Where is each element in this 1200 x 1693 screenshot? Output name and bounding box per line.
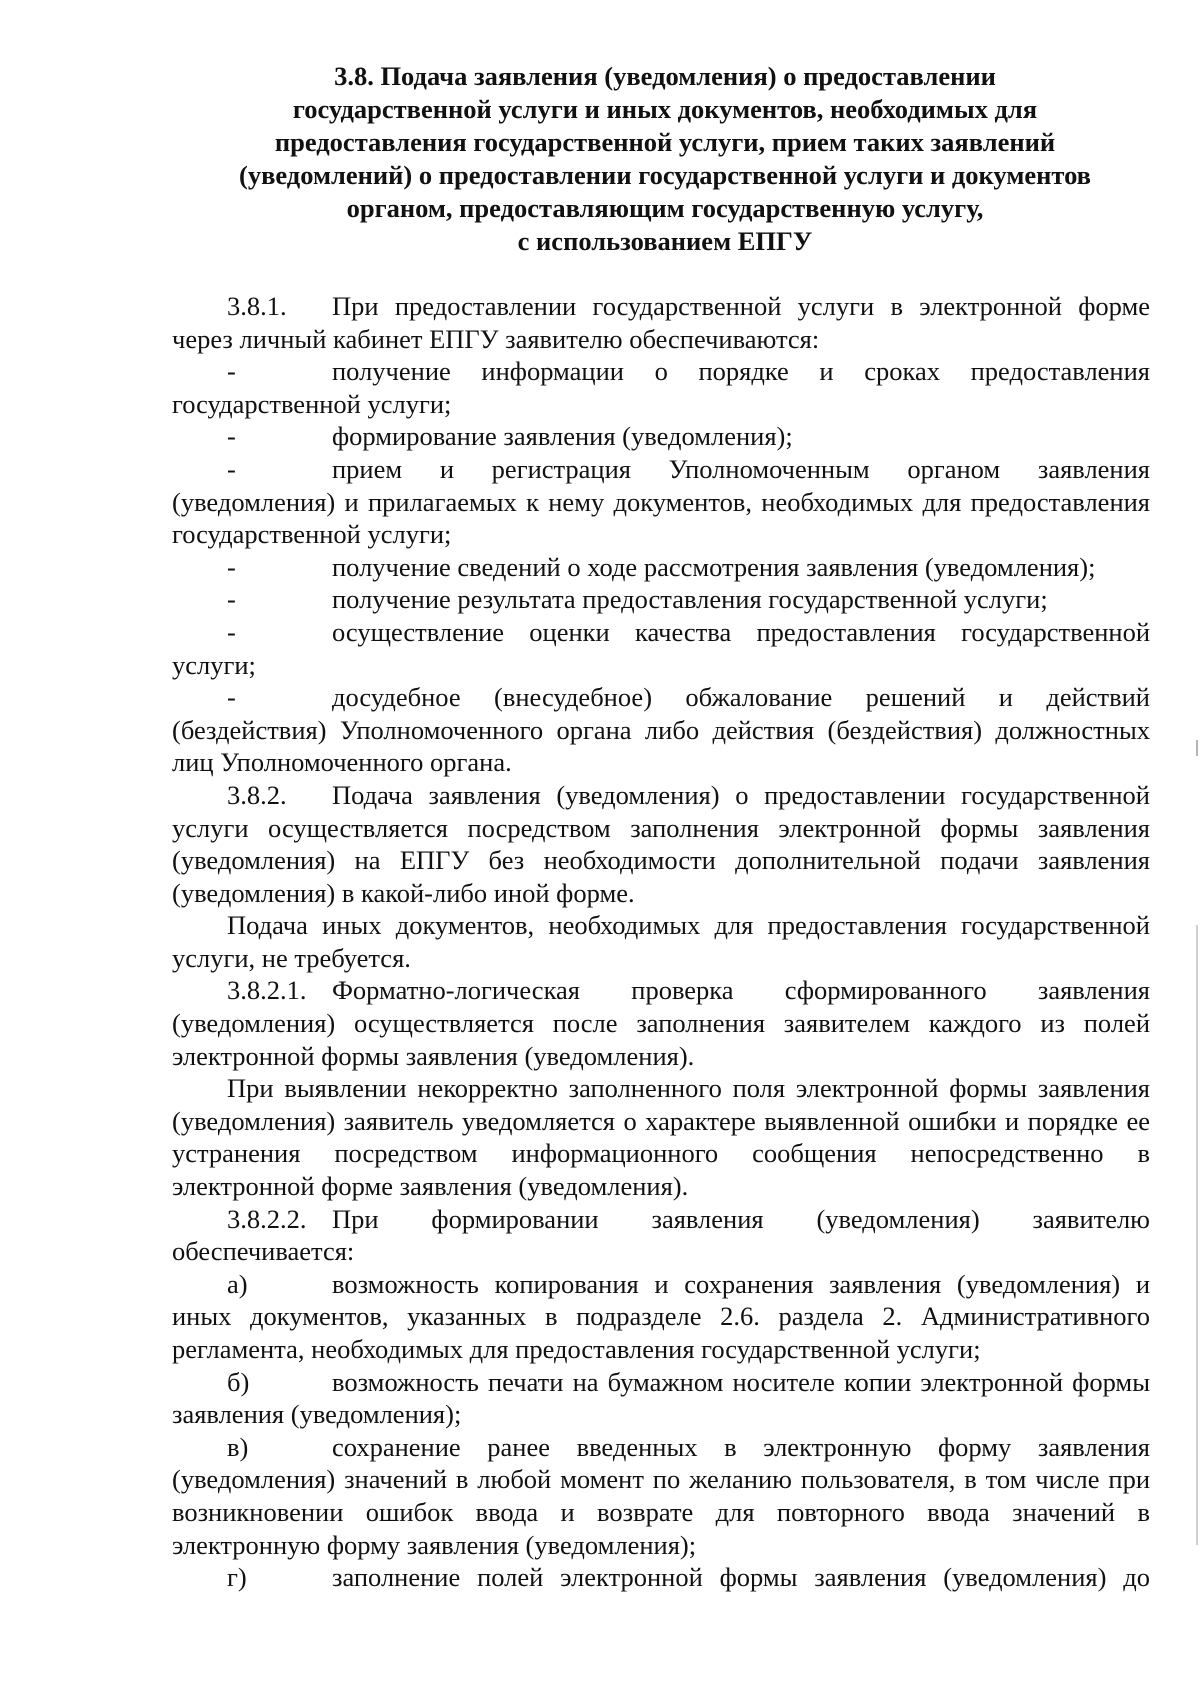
lettered-text: возможность печати на бумажном носителе копии электронной формы заявления (уведомления); [172, 1366, 1150, 1430]
bullet-item [172, 355, 1150, 420]
clause-number: 3.8.2.2. [227, 1203, 307, 1234]
heading-line: предоставления государственной услуги, прием таких заявлений [274, 127, 1056, 157]
bullet-text: получение результата предоставления государственной услуги; [332, 584, 1048, 615]
lettered-text: возможность копирования и сохранения заявления (уведомления) и иных документов, указанных в подразделе 2.6. раздела 2. Административного регламента, необходимых для предоставления государственной услуги; [172, 1268, 1150, 1364]
lettered-item [172, 1268, 1150, 1366]
lettered-item [172, 1431, 1150, 1561]
letter-marker: а) [227, 1268, 248, 1299]
letter-marker: г) [227, 1562, 247, 1593]
clause-number: 3.8.2.1. [227, 975, 307, 1006]
heading-line: (уведомлений) о предоставлении государственной услуги и документов [239, 160, 1091, 190]
dash-marker: - [227, 682, 236, 713]
heading-line: органом, предоставляющим государственную услугу, [346, 193, 984, 223]
bullet-text: осуществление оценки качества предоставления государственной услуги; [172, 616, 1150, 680]
paragraph-error-notice: При выявлении некорректно заполненного поля электронной формы заявления (уведомления) заявитель уведомляется о характере выявленной ошибки и порядке ее устранения посредством информационного сообщения непосредственно в электронной форме заявления (уведомления). [172, 1073, 1150, 1202]
paragraph-3-8-1 [172, 290, 1150, 355]
letter-marker: в) [227, 1431, 249, 1462]
paragraph-3-8-2-1 [172, 974, 1150, 1072]
letter-marker: б) [227, 1366, 250, 1397]
paragraph-other-documents: Подача иных документов, необходимых для предоставления государственной услуги, не требуется. [172, 910, 1150, 973]
dash-marker: - [227, 584, 236, 615]
dash-marker: - [227, 453, 236, 484]
lettered-text: сохранение ранее введенных в электронную форму заявления (уведомления) значений в любой момент по желанию пользователя, в том числе при возникновении ошибок ввода и возврате для повторного ввода значений в электронную форму заявления (уведомления); [172, 1431, 1150, 1560]
bullet-item [172, 420, 1150, 453]
dash-marker: - [227, 616, 236, 647]
dash-marker: - [227, 421, 236, 452]
paragraph-text: Форматно-логическая проверка сформированного заявления (уведомления) осуществляется после заполнения заявителем каждого из полей электронной формы заявления (уведомления). [172, 975, 1150, 1071]
paragraph-text: При предоставлении государственной услуги в электронной форме через личный кабинет ЕПГУ заявителю обеспечиваются: [172, 291, 1150, 354]
scan-margin-mark [1196, 925, 1198, 1545]
section-heading [170, 60, 1160, 258]
clause-number: 3.8.2. [227, 779, 287, 810]
dash-marker: - [227, 551, 236, 582]
bullet-item [172, 681, 1150, 779]
bullet-item [172, 453, 1150, 551]
clause-number: 3.8.1. [227, 291, 287, 321]
bullet-text: получение сведений о ходе рассмотрения заявления (уведомления); [332, 551, 1096, 582]
lettered-text: заполнение полей электронной формы заявления (уведомления) до [332, 1562, 1150, 1593]
heading-line: государственной услуги и иных документов, необходимых для [292, 94, 1038, 124]
paragraph-text: Подача заявления (уведомления) о предоставлении государственной услуги осуществляется посредством заполнения электронной формы заявления (уведомления) на ЕПГУ без необходимости дополнительной подачи заявления (уведомления) в какой-либо иной форме. [172, 779, 1150, 908]
bullet-text: формирование заявления (уведомления); [332, 421, 793, 452]
lettered-item [172, 1561, 1150, 1594]
bullet-item [172, 616, 1150, 681]
paragraph-3-8-2-2 [172, 1203, 1150, 1268]
heading-line: 3.8. Подача заявления (уведомления) о предоставлении [334, 61, 996, 91]
bullet-text: прием и регистрация Уполномоченным органом заявления (уведомления) и прилагаемых к нему документов, необходимых для предоставления государственной услуги; [172, 453, 1150, 550]
heading-line: с использованием ЕПГУ [517, 226, 813, 256]
scan-margin-mark [1196, 740, 1198, 756]
bullet-text: досудебное (внесудебное) обжалование решений и действий (бездействия) Уполномоченного органа либо действия (бездействия) должностных лиц Уполномоченного органа. [172, 682, 1150, 778]
bullet-text: получение информации о порядке и сроках предоставления государственной услуги; [172, 356, 1150, 419]
bullet-item [172, 551, 1150, 584]
paragraph-3-8-2 [172, 779, 1150, 909]
paragraph-text: При формировании заявления (уведомления) заявителю обеспечивается: [172, 1203, 1150, 1267]
document-body [172, 290, 1150, 1594]
lettered-item [172, 1366, 1150, 1431]
dash-marker: - [227, 356, 236, 387]
bullet-item [172, 583, 1150, 616]
